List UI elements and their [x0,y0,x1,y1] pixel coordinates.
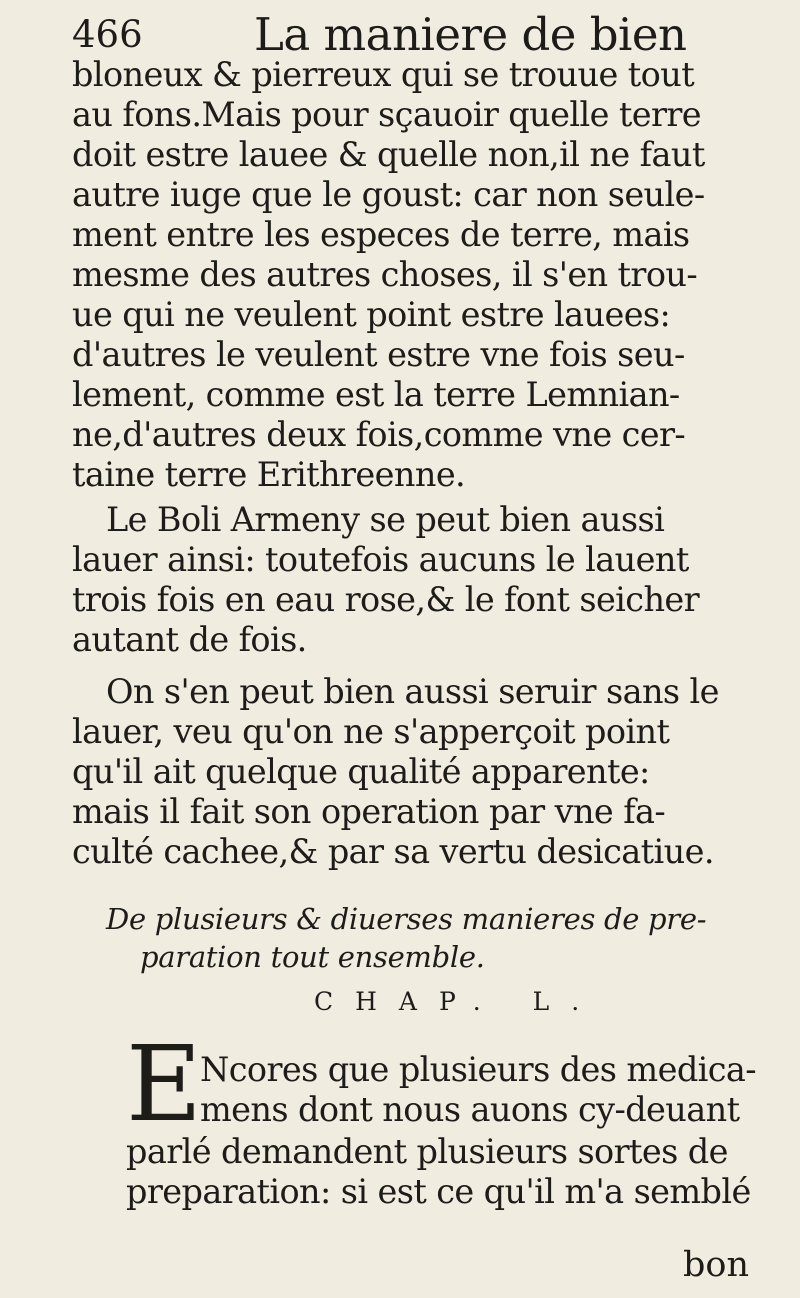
text-line: ment entre les especes de terre, mais [72,215,690,254]
text-line: taine terre Erithreenne. [72,455,466,494]
text-line: culté cachee,& par sa vertu desicatiue. [72,832,714,871]
text-line: mens dont nous auons cy-deuant [200,1090,740,1129]
text-line: On s'en peut bien aussi seruir sans le [106,672,719,711]
text-line: Ncores que plusieurs des medica- [200,1050,757,1089]
text-line: autre iuge que le goust: car non seule- [72,175,705,214]
text-line: lement, comme est la terre Lemnian- [72,375,680,414]
text-line: lauer ainsi: toutefois aucuns le lauent [72,540,689,579]
text-line: bloneux & pierreux qui se trouue tout [72,55,695,94]
text-line: qu'il ait quelque qualité apparente: [72,752,650,791]
text-line: d'autres le veulent estre vne fois seu- [72,335,685,374]
text-line: autant de fois. [72,620,307,659]
chapter-label: CHAP. L. [314,987,602,1016]
text-line: au fons.Mais pour sçauoir quelle terre [72,95,701,134]
text-line: parlé demandent plusieurs sortes de [126,1132,728,1171]
text-line: doit estre lauee & quelle non,il ne faut [72,135,705,174]
catchword: bon [683,1245,750,1285]
text-line: lauer, veu qu'on ne s'apperçoit point [72,712,670,751]
running-title: La maniere de bien [254,8,687,61]
text-line: mesme des autres choses, il s'en trou- [72,255,698,294]
heading-line: paration tout ensemble. [140,940,485,974]
drop-cap: E [126,1023,202,1145]
text-line: ne,d'autres deux fois,comme vne cer- [72,415,686,454]
text-line: preparation: si est ce qu'il m'a semblé [126,1172,751,1211]
page-number: 466 [72,13,143,56]
text-line: ue qui ne veulent point estre lauees: [72,295,671,334]
text-line: Le Boli Armeny se peut bien aussi [106,500,665,539]
text-line: trois fois en eau rose,& le font seicher [72,580,700,619]
text-line: mais il fait son operation par vne fa- [72,792,666,831]
heading-line: De plusieurs & diuerses manieres de pre- [106,902,707,936]
